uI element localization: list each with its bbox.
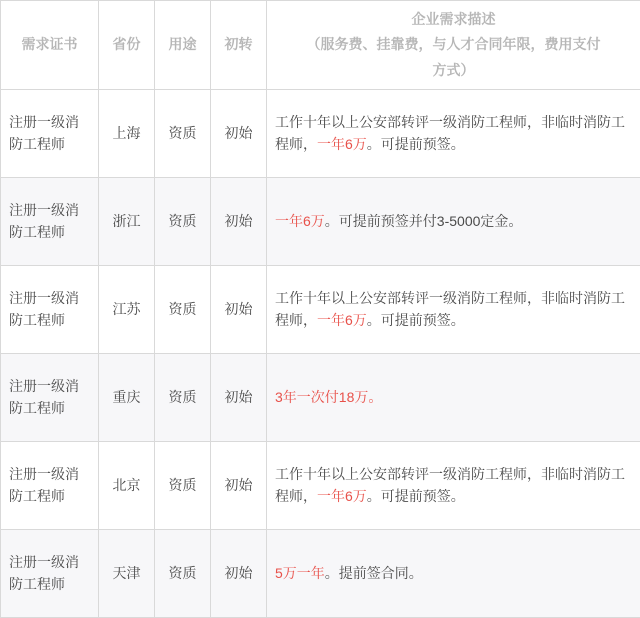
column-header-transfer: 初转 [211, 1, 267, 90]
cell-province: 重庆 [99, 354, 155, 442]
cell-province: 浙江 [99, 178, 155, 266]
table-body [1, 90, 640, 618]
cell-description [267, 354, 640, 442]
cell-cert: 注册一级消防工程师 [1, 442, 99, 530]
cell-description [267, 266, 640, 354]
desc-text-highlight: 一年6万 [275, 213, 325, 229]
cell-description [267, 442, 640, 530]
cell-description [267, 530, 640, 618]
desc-text-pre: 工作十年以上公安部转评一级消防工程师，非临时消防工程师， [275, 114, 625, 152]
description-header-line2: （服务费、挂靠费，与人才合同年限，费用支付 [283, 32, 624, 57]
cell-usage: 资质 [155, 354, 211, 442]
cell-transfer: 初始 [211, 354, 267, 442]
column-header-description [267, 1, 640, 90]
cell-usage: 资质 [155, 90, 211, 178]
description-header-line3: 方式） [283, 58, 624, 83]
desc-text-post: 。可提前预签。 [367, 488, 465, 504]
column-header-province: 省份 [99, 1, 155, 90]
cell-cert: 注册一级消防工程师 [1, 530, 99, 618]
desc-text-highlight: 一年6万 [317, 312, 367, 328]
cell-transfer: 初始 [211, 178, 267, 266]
cell-cert: 注册一级消防工程师 [1, 90, 99, 178]
desc-text-highlight: 一年6万 [317, 488, 367, 504]
cell-usage: 资质 [155, 266, 211, 354]
desc-text-pre: 工作十年以上公安部转评一级消防工程师，非临时消防工程师， [275, 290, 625, 328]
cell-cert: 注册一级消防工程师 [1, 266, 99, 354]
desc-text-post: 。可提前预签并付3-5000定金。 [325, 213, 523, 229]
table-row [1, 90, 640, 178]
desc-text-post: 。可提前预签。 [367, 312, 465, 328]
table-row [1, 354, 640, 442]
table-row [1, 442, 640, 530]
cell-province: 天津 [99, 530, 155, 618]
cell-cert: 注册一级消防工程师 [1, 354, 99, 442]
desc-text-highlight: 5万一年 [275, 565, 325, 581]
cell-transfer: 初始 [211, 442, 267, 530]
cell-description [267, 178, 640, 266]
cell-transfer: 初始 [211, 266, 267, 354]
cell-transfer: 初始 [211, 530, 267, 618]
desc-text-pre: 工作十年以上公安部转评一级消防工程师，非临时消防工程师， [275, 466, 625, 504]
cell-province: 上海 [99, 90, 155, 178]
cell-description [267, 90, 640, 178]
cell-usage: 资质 [155, 442, 211, 530]
cell-transfer: 初始 [211, 90, 267, 178]
table-header-row [1, 1, 640, 90]
cell-province: 江苏 [99, 266, 155, 354]
table-row [1, 266, 640, 354]
cell-province: 北京 [99, 442, 155, 530]
table-row [1, 178, 640, 266]
cell-usage: 资质 [155, 530, 211, 618]
column-header-usage: 用途 [155, 1, 211, 90]
desc-text-post: 。可提前预签。 [367, 136, 465, 152]
desc-text-highlight: 一年6万 [317, 136, 367, 152]
table-header [1, 1, 640, 90]
desc-text-post: 。提前签合同。 [325, 565, 423, 581]
cell-usage: 资质 [155, 178, 211, 266]
cell-cert: 注册一级消防工程师 [1, 178, 99, 266]
desc-text-highlight: 3年一次付18万。 [275, 389, 382, 405]
description-header-line1: 企业需求描述 [283, 7, 624, 32]
table-row [1, 530, 640, 618]
column-header-cert: 需求证书 [1, 1, 99, 90]
